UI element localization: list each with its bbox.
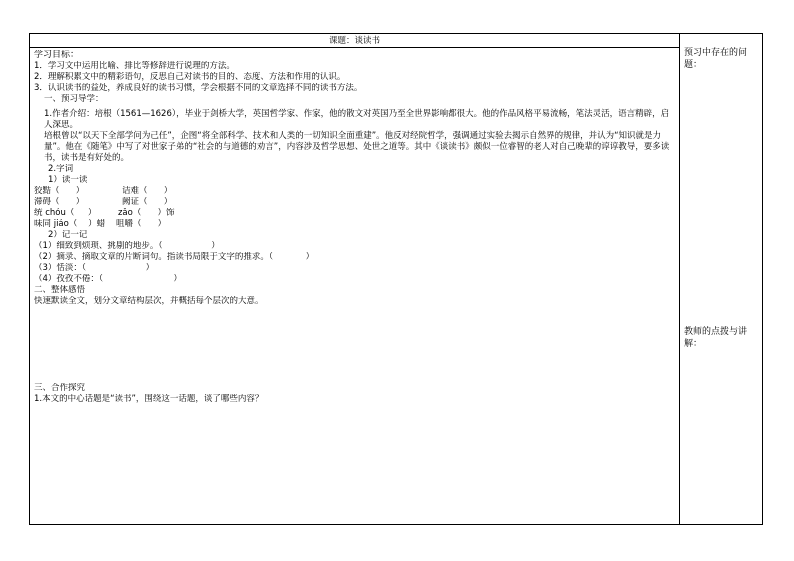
read-line-2: 滞碍（ ） 阙证（ ） [34, 197, 173, 207]
memorize-line-2: （2）摘录、摘取文章的片断词句。指读书局限于文字的推求。（ ） [34, 252, 315, 262]
read-line-1: 狡黠（ ） 诘难（ ） [34, 186, 173, 196]
read-heading: 1）读一读 [48, 175, 88, 185]
section2-heading: 二、整体感悟 [34, 285, 86, 295]
goal-item-1: 1．学习文中运用比喻、排比等修辞进行说理的方法。 [34, 61, 235, 71]
read-line-3: 统 chóu（ ） zǎo（ ）饰 [34, 208, 175, 218]
teacher-notes-label: 教师的点拨与讲解： [684, 327, 748, 349]
memorize-line-3: （3）恬淡：（ ） [34, 263, 155, 273]
read-line-4: 味同 jiáo（ ）蜡 咀嚼（ ） [34, 219, 167, 229]
worksheet-table [29, 33, 763, 525]
main-column [34, 50, 676, 405]
goal-item-2: 2．理解积累文中的精彩语句，反思自己对读书的目的、态度、方法和作用的认识。 [34, 72, 346, 82]
column-divider [679, 34, 680, 524]
author-background-paragraph: 培根曾以“以天下全部学问为己任”，企图“将全部科学、技术和人类的一切知识全面重建”。他反对经院哲学，强调通过实验去揭示自然界的规律，并认为“知识就是力量”。他在《随笔》中写了对世家子弟的“社会的与道德的劝言”，内容涉及哲学思想、处世之道等。其中《谈读书》颇似一位睿智的老人对自己晚辈的谆谆教导，要多读书，读书是有好处的。 [44, 131, 670, 163]
author-intro-paragraph: 1.作者介绍：培根（1561—1626），毕业于剑桥大学，英国哲学家、作家，他的散文对英国乃至全世界影响都很大。他的作品风格平易流畅，笔法灵活，语言精辟，启人深思。 [44, 109, 670, 130]
section2-text: 快速默读全文，划分文章结构层次，并概括每个层次的大意。 [34, 296, 264, 306]
memorize-line-1: （1）细致到烦琐、挑剔的地步。（ ） [34, 241, 220, 251]
goals-heading: 学习目标： [34, 50, 80, 60]
page-title: 课题：谈读书 [30, 34, 679, 48]
goal-item-3: 3．认识读书的益处，养成良好的读书习惯，学会根据不同的文章选择不同的读书方法。 [34, 83, 363, 93]
section3-heading: 三、合作探究 [34, 383, 86, 393]
vocab-heading: 2.字词 [48, 164, 74, 174]
preview-problems-label: 预习中存在的问题： [684, 48, 748, 70]
memorize-heading: 2）记一记 [48, 230, 88, 240]
memorize-line-4: （4）孜孜不倦：（ ） [34, 274, 182, 284]
section3-question-1: 1.本文的中心话题是“读书”，围绕这一话题，谈了哪些内容？ [34, 394, 264, 404]
section1-heading: 一、预习导学： [44, 94, 104, 104]
